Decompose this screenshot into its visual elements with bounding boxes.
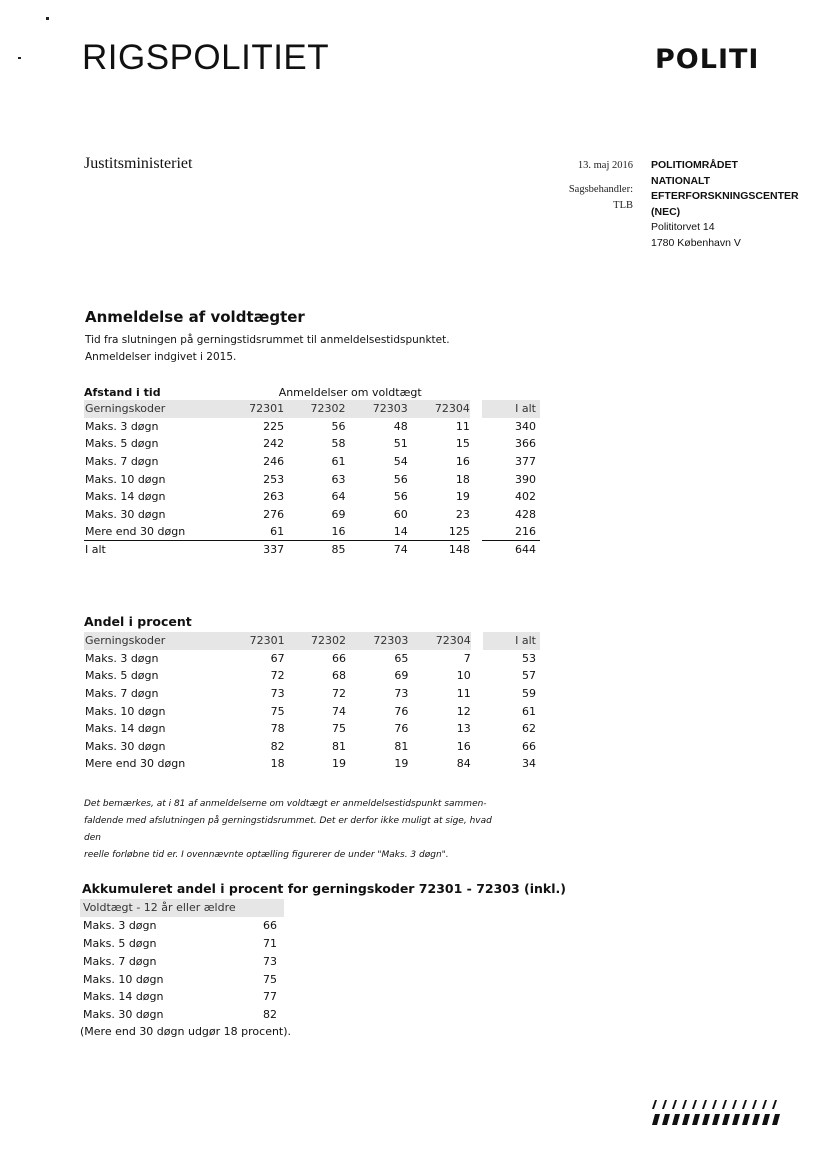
spacer-cell bbox=[471, 632, 483, 650]
cell-value: 75 bbox=[263, 972, 277, 986]
cell-value: 48 bbox=[393, 419, 408, 433]
row-label: Maks. 10 døgn bbox=[83, 972, 164, 986]
politi-logo: POLITI bbox=[655, 44, 760, 75]
footnote-line: Det bemærkes, at i 81 af anmeldelserne om voldtægt er anmeldelsestidspunkt sammen- bbox=[84, 799, 487, 809]
cell-value: 57 bbox=[522, 669, 536, 683]
cell-value: 18 bbox=[455, 472, 470, 486]
cell-value: 54 bbox=[393, 455, 408, 469]
column-header: 72302 bbox=[285, 632, 346, 650]
cell-value: 253 bbox=[263, 472, 285, 486]
cell-value: 276 bbox=[263, 507, 285, 521]
handler-label: Sagsbehandler: bbox=[568, 184, 633, 195]
spacer-cell bbox=[470, 541, 482, 559]
cell-value: 13 bbox=[456, 722, 471, 736]
spacer-cell bbox=[471, 738, 483, 756]
cell-value: 74 bbox=[393, 543, 408, 557]
spacer-cell bbox=[471, 685, 483, 703]
cell-value: 74 bbox=[332, 704, 347, 718]
table-row bbox=[84, 418, 540, 436]
barcode-graphic bbox=[651, 1100, 783, 1126]
footnote bbox=[84, 796, 504, 864]
cell-value: 402 bbox=[515, 490, 536, 504]
spacer-cell bbox=[471, 702, 483, 720]
spacer-cell bbox=[470, 470, 482, 488]
table-row bbox=[84, 702, 540, 720]
cell-value: 11 bbox=[455, 419, 470, 433]
cell-value: 68 bbox=[332, 669, 347, 683]
intro-line: Anmeldelser indgivet i 2015. bbox=[85, 351, 237, 363]
table-row bbox=[80, 970, 284, 988]
sender-unit-line: POLITIOMRÅDET bbox=[651, 159, 738, 171]
cell-value: 75 bbox=[332, 722, 347, 736]
cell-value: 15 bbox=[455, 437, 470, 451]
column-header: Gerningskoder bbox=[84, 632, 231, 650]
section1-title: Anmeldelse af voldtægter bbox=[85, 308, 305, 326]
row-label: Maks. 5 døgn bbox=[83, 936, 157, 950]
cell-value: 63 bbox=[331, 472, 346, 486]
table-row bbox=[84, 738, 540, 756]
cell-value: 11 bbox=[456, 687, 471, 701]
cell-value: 390 bbox=[515, 472, 536, 486]
cell-value: 16 bbox=[455, 455, 470, 469]
table-row bbox=[80, 1006, 284, 1024]
row-label: Maks. 3 døgn bbox=[85, 419, 159, 433]
cell-value: 61 bbox=[230, 523, 284, 541]
spacer-cell bbox=[471, 755, 483, 773]
cell-value: 56 bbox=[393, 472, 408, 486]
cell-value: 61 bbox=[331, 455, 346, 469]
cell-value: 340 bbox=[515, 419, 536, 433]
table-header-row bbox=[80, 899, 284, 917]
sender-unit-line: NATIONALT bbox=[651, 174, 711, 187]
spacer-cell bbox=[470, 418, 482, 436]
recipient: Justitsministeriet bbox=[84, 155, 193, 172]
row-label: Maks. 3 døgn bbox=[83, 919, 157, 933]
table-row bbox=[84, 667, 540, 685]
cell-value: 66 bbox=[263, 919, 277, 933]
cell-value: 644 bbox=[515, 543, 536, 557]
cell-value: 225 bbox=[263, 419, 285, 433]
cell-value: 84 bbox=[456, 757, 471, 771]
cell-value: 263 bbox=[263, 490, 285, 504]
column-header: 72303 bbox=[346, 632, 408, 650]
table-row bbox=[84, 470, 540, 488]
row-label: Maks. 7 døgn bbox=[85, 687, 159, 701]
cell-value: 16 bbox=[456, 739, 471, 753]
row-label: Maks. 14 døgn bbox=[83, 990, 164, 1004]
cell-value: 148 bbox=[448, 543, 470, 557]
spacer-cell bbox=[470, 384, 482, 400]
spacer-cell bbox=[470, 435, 482, 453]
letter-date: 13. maj 2016 bbox=[577, 160, 633, 171]
scan-speck bbox=[18, 57, 21, 59]
cell-value: 71 bbox=[263, 936, 277, 950]
cell-value: 10 bbox=[456, 669, 471, 683]
cell-value: 58 bbox=[331, 437, 346, 451]
cell-value: 59 bbox=[522, 687, 536, 701]
sender-city: 1780 København V bbox=[651, 236, 741, 249]
table-row bbox=[84, 453, 540, 471]
spacer-cell bbox=[471, 720, 483, 738]
cell-value: 69 bbox=[331, 507, 346, 521]
sender-unit-line: EFTERFORSKNINGSCENTER bbox=[651, 190, 799, 202]
cell-value: 66 bbox=[522, 739, 536, 753]
cell-value: 56 bbox=[393, 490, 408, 504]
table-row bbox=[84, 685, 540, 703]
percentage-table bbox=[84, 632, 540, 773]
cell-value: 18 bbox=[270, 757, 285, 771]
column-header: 72304 bbox=[408, 400, 470, 418]
sender-unit-line: (NEC) bbox=[651, 205, 681, 218]
row-label: Maks. 30 døgn bbox=[85, 739, 166, 753]
cell-value: 60 bbox=[393, 507, 408, 521]
cell-value: 377 bbox=[515, 455, 536, 469]
organization-title: RIGSPOLITIET bbox=[82, 38, 330, 77]
cell-value: 53 bbox=[522, 651, 536, 665]
row-label: Maks. 30 døgn bbox=[85, 507, 166, 521]
column-header: 72301 bbox=[230, 400, 284, 418]
cell-value: 73 bbox=[394, 687, 409, 701]
section2-title: Andel i procent bbox=[84, 614, 192, 629]
cell-value: 77 bbox=[263, 990, 277, 1004]
table-row bbox=[80, 952, 284, 970]
table-header-row bbox=[84, 400, 540, 418]
intro-line: Tid fra slutningen på gerningstidsrummet til anmeldelsestidspunktet. bbox=[85, 334, 450, 346]
cell-value: 81 bbox=[332, 739, 347, 753]
cell-value: 19 bbox=[332, 757, 347, 771]
cell-value: 81 bbox=[394, 739, 409, 753]
column-header: 72303 bbox=[346, 400, 408, 418]
row-label: Maks. 5 døgn bbox=[85, 437, 159, 451]
spacer-cell bbox=[482, 384, 540, 400]
footnote-line: reelle forløbne tid er. I ovennævnte optælling figurerer de under "Maks. 3 døgn". bbox=[84, 850, 449, 860]
spacer-cell bbox=[471, 650, 483, 668]
row-label: Maks. 14 døgn bbox=[85, 490, 166, 504]
row-label: Mere end 30 døgn bbox=[85, 757, 186, 771]
cell-value: 82 bbox=[263, 1008, 277, 1022]
cell-value: 125 bbox=[408, 523, 470, 541]
cell-value: 51 bbox=[393, 437, 408, 451]
closing-note: (Mere end 30 døgn udgør 18 procent). bbox=[80, 1025, 292, 1038]
sender-address-block bbox=[651, 158, 799, 251]
cell-value: 19 bbox=[394, 757, 409, 771]
row-label: Maks. 30 døgn bbox=[83, 1008, 164, 1022]
cell-value: 216 bbox=[482, 523, 540, 541]
handler-initials: TLB bbox=[613, 200, 633, 211]
cell-value: 69 bbox=[394, 669, 409, 683]
cell-value: 64 bbox=[331, 490, 346, 504]
spacer-cell bbox=[470, 506, 482, 524]
row-label: Maks. 3 døgn bbox=[85, 651, 159, 665]
table-row bbox=[84, 720, 540, 738]
cell-value: 16 bbox=[284, 523, 345, 541]
cell-value: 337 bbox=[263, 543, 285, 557]
spacer-cell bbox=[470, 453, 482, 471]
spacer-cell bbox=[470, 523, 482, 541]
spacer-cell bbox=[470, 488, 482, 506]
cell-value: 76 bbox=[394, 704, 409, 718]
table-row bbox=[84, 650, 540, 668]
column-header: 72301 bbox=[231, 632, 285, 650]
cell-value: 61 bbox=[522, 704, 536, 718]
column-header: 72302 bbox=[284, 400, 345, 418]
table-total-row bbox=[84, 541, 540, 559]
cell-value: 7 bbox=[463, 651, 471, 665]
section1-intro bbox=[85, 332, 450, 366]
table-row bbox=[84, 435, 540, 453]
cell-value: 34 bbox=[522, 757, 536, 771]
row-label: Mere end 30 døgn bbox=[84, 523, 230, 541]
barcode-stripes bbox=[652, 1100, 780, 1125]
row-label: I alt bbox=[85, 543, 106, 557]
column-header: I alt bbox=[483, 632, 540, 650]
column-header: Gerningskoder bbox=[84, 400, 230, 418]
cell-value: 242 bbox=[263, 437, 285, 451]
cell-value: 82 bbox=[270, 739, 285, 753]
table-row bbox=[84, 506, 540, 524]
table-row bbox=[80, 988, 284, 1006]
table-row bbox=[80, 917, 284, 935]
spacer-cell bbox=[470, 400, 482, 418]
cell-value: 72 bbox=[332, 687, 347, 701]
cell-value: 56 bbox=[331, 419, 346, 433]
row-label: Maks. 14 døgn bbox=[85, 722, 166, 736]
table-row bbox=[80, 935, 284, 953]
row-label: Maks. 7 døgn bbox=[85, 455, 159, 469]
cell-value: 85 bbox=[331, 543, 346, 557]
cell-value: 23 bbox=[455, 507, 470, 521]
cumulative-table bbox=[80, 899, 284, 1024]
column-header: 72304 bbox=[408, 632, 470, 650]
cell-value: 428 bbox=[515, 507, 536, 521]
meta-left-block bbox=[569, 158, 633, 214]
table-header-row bbox=[84, 632, 540, 650]
cell-value: 66 bbox=[332, 651, 347, 665]
table-row bbox=[84, 523, 540, 541]
row-label: Maks. 10 døgn bbox=[85, 704, 166, 718]
subtitle-left: Afstand i tid bbox=[84, 385, 161, 399]
cell-value: 76 bbox=[394, 722, 409, 736]
cell-value: 78 bbox=[270, 722, 285, 736]
cell-value: 65 bbox=[394, 651, 409, 665]
cell-value: 366 bbox=[515, 437, 536, 451]
spacer-cell bbox=[471, 667, 483, 685]
section3-title: Akkumuleret andel i procent for gerningskoder 72301 - 72303 (inkl.) bbox=[82, 881, 566, 896]
cell-value: 73 bbox=[263, 954, 277, 968]
cell-value: 62 bbox=[522, 722, 536, 736]
scan-speck bbox=[46, 17, 49, 20]
cell-value: 75 bbox=[270, 704, 285, 718]
row-label: Maks. 7 døgn bbox=[83, 954, 157, 968]
reports-count-table bbox=[84, 384, 540, 558]
table-row bbox=[84, 488, 540, 506]
cell-value: 14 bbox=[346, 523, 408, 541]
row-label: Maks. 5 døgn bbox=[85, 669, 159, 683]
row-label: Maks. 10 døgn bbox=[85, 472, 166, 486]
cell-value: 12 bbox=[456, 704, 471, 718]
cell-value: 246 bbox=[263, 455, 285, 469]
column-header: Voldtægt - 12 år eller ældre bbox=[80, 899, 284, 917]
subtitle-center: Anmeldelser om voldtægt bbox=[278, 385, 422, 399]
cell-value: 19 bbox=[455, 490, 470, 504]
column-header: I alt bbox=[482, 400, 540, 418]
footnote-line: faldende med afslutningen på gerningstidsrummet. Det er derfor ikke muligt at sige, hvad den bbox=[84, 816, 492, 843]
sender-street: Polititorvet 14 bbox=[651, 221, 715, 233]
cell-value: 73 bbox=[270, 687, 285, 701]
cell-value: 67 bbox=[270, 651, 285, 665]
table-row bbox=[84, 755, 540, 773]
table-subtitle-row bbox=[84, 384, 540, 400]
cell-value: 72 bbox=[270, 669, 285, 683]
